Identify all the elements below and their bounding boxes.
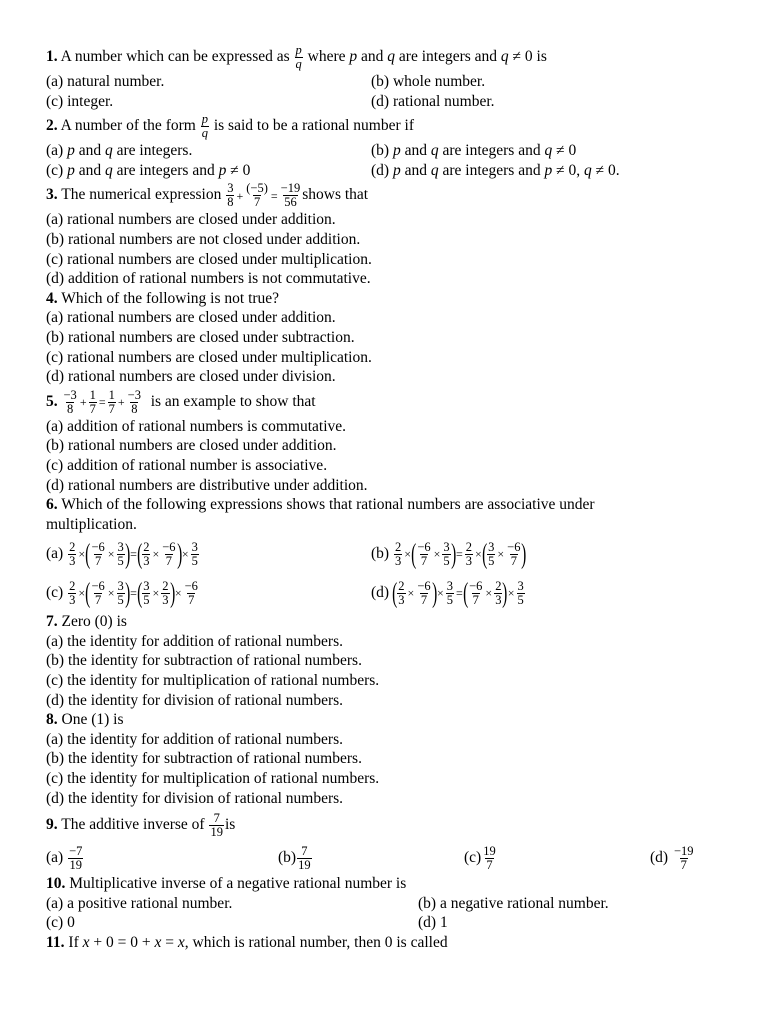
option-a: (a) addition of rational numbers is commutative. (46, 417, 347, 435)
question-text: Which of the following expressions shows that rational numbers are associative under (61, 496, 595, 514)
question-text-continued: multiplication. (46, 515, 137, 533)
question-text: A number which can be expressed as (60, 48, 290, 65)
option-b: (b) the identity for subtraction of rational numbers. (46, 652, 362, 670)
option-b: (b) rational numbers are closed under addition. (46, 437, 337, 455)
options-row (46, 913, 726, 933)
question-text: The additive inverse of (61, 816, 205, 834)
option-a: (a) natural number. (46, 73, 165, 90)
question-text: The numerical expression (61, 186, 222, 204)
fraction: $\frac{7}{19}$ (210, 811, 223, 840)
option-d: (d) the identity for division of rational numbers. (46, 691, 344, 709)
option-a: (a) the identity for addition of rational numbers. (46, 632, 343, 650)
option-c: (c) rational numbers are closed under multiplication. (46, 348, 372, 366)
option-d: (d) the identity for division of rational numbers. (46, 789, 344, 807)
question-1: 1. A number which can be expressed as $\frac{p}{q}$ where p and q are integers and q ≠ 0 is (46, 42, 547, 71)
question-5: 5. $\frac{-3}{8}$ + $\frac{1}{7}$ = $\frac{1}{7}$ + $\frac{-3}{8}$ is an example to show that (46, 387, 316, 416)
question-text: One (1) is (61, 711, 124, 729)
option-b: (b) p and q are integers and q ≠ 0 (371, 142, 577, 160)
math-expression: $\frac{-3}{8}$ + $\frac{1}{7}$ = $\frac{1}{7}$ + $\frac{-3}{8}$ (63, 387, 141, 416)
option-b: (b) $\frac{7}{19}$ (278, 844, 311, 873)
options-row (46, 72, 726, 92)
question-number: 2. (46, 117, 58, 135)
option-a: (a) a positive rational number. (46, 894, 233, 912)
option-a: (a) $\frac{-7}{19}$ (46, 844, 83, 873)
question-number: 8. (46, 711, 58, 729)
question-10 (46, 874, 726, 894)
option-a: (a) rational numbers are closed under addition. (46, 309, 336, 327)
option-c: (c) the identity for multiplication of rational numbers. (46, 672, 380, 690)
option-d: (d) p and q are integers and p ≠ 0, q ≠ 0. (371, 161, 620, 179)
options-row (46, 161, 726, 181)
fraction: $\frac{p}{q}$ (201, 112, 208, 141)
question-9: 9. The additive inverse of $\frac{7}{19}$ is (46, 811, 236, 840)
question-11 (46, 933, 726, 953)
option-c: (c) 0 (46, 914, 75, 932)
options-row (46, 534, 726, 573)
question-number: 10. (46, 875, 66, 893)
option-b: (b) rational numbers are not closed under addition. (46, 230, 361, 248)
question-6 (46, 495, 726, 515)
option-a: (a) p and q are integers. (46, 142, 193, 160)
option-d: (d) rational number. (371, 92, 495, 110)
question-number: 5. (46, 392, 58, 410)
fraction: $\frac{p}{q}$ (295, 42, 302, 71)
option-c: (c) $\frac{2}{3}$ × ( $\frac{-6}{7}$ × $\frac{3}{5}$ ) = ( $\frac{3}{5}$ × $\frac{2}{3}$ ) × $\frac{-6}{7}$ (46, 577, 198, 609)
option-d: (d) 1 (418, 914, 448, 932)
option-d: (d) rational numbers are distributive under addition. (46, 476, 368, 494)
options-row (46, 573, 726, 612)
option-c: (c) p and q are integers and p ≠ 0 (46, 161, 251, 179)
options-row (46, 92, 726, 112)
option-b: (b) whole number. (371, 73, 486, 90)
option-c: (c) integer. (46, 92, 114, 110)
option-b: (b) $\frac{2}{3}$ × ( $\frac{-6}{7}$ × $\frac{3}{5}$ ) = $\frac{2}{3}$ × ( $\frac{3}{5}$ × $\frac{-6}{7}$ ) (371, 538, 527, 570)
question-4 (46, 289, 726, 309)
option-b: (b) the identity for subtraction of rational numbers. (46, 750, 362, 768)
question-text: A number of the form (60, 117, 196, 135)
option-b: (b) rational numbers are closed under subtraction. (46, 328, 355, 346)
question-number: 11. (46, 934, 65, 951)
question-number: 1. (46, 48, 58, 65)
question-2: 2. A number of the form $\frac{p}{q}$ is said to be a rational number if (46, 112, 414, 141)
options-row (46, 141, 726, 161)
option-d: (d) ( $\frac{2}{3}$ × $\frac{-6}{7}$ ) × $\frac{3}{5}$ = ( $\frac{-6}{7}$ × $\frac{2}{3}$ ) × $\frac{3}{5}$ (371, 577, 524, 609)
option-a: (a) the identity for addition of rational numbers. (46, 730, 343, 748)
question-3: 3. The numerical expression $\frac{3}{8}$ + $\frac{(-5)}{7}$ = $\frac{-19}{56}$ shows that (46, 181, 369, 210)
question-number: 6. (46, 496, 58, 514)
math-expression: $\frac{3}{8}$ + $\frac{(-5)}{7}$ = $\frac{-19}{56}$ (227, 181, 301, 210)
option-d: (d) addition of rational numbers is not commutative. (46, 270, 371, 288)
question-8 (46, 710, 726, 730)
options-row (46, 842, 726, 874)
question-7 (46, 612, 726, 632)
question-number: 7. (46, 613, 58, 631)
option-d: (d) $\frac{-19}{7}$ (650, 844, 694, 873)
option-c: (c) rational numbers are closed under multiplication. (46, 250, 372, 268)
question-text: Multiplicative inverse of a negative rational number is (69, 875, 407, 893)
question-number: 9. (46, 816, 58, 834)
question-number: 4. (46, 289, 58, 307)
question-text: Which of the following is not true? (61, 289, 280, 307)
option-c: (c) addition of rational number is associative. (46, 456, 328, 474)
option-b: (b) a negative rational number. (418, 894, 609, 912)
options-row (46, 894, 726, 914)
option-d: (d) rational numbers are closed under division. (46, 368, 336, 386)
question-text: If x + 0 = 0 + x = x, which is rational number, then 0 is called (68, 934, 448, 951)
option-c: (c) $\frac{19}{7}$ (464, 844, 496, 873)
option-c: (c) the identity for multiplication of rational numbers. (46, 770, 380, 788)
question-text: Zero (0) is (61, 613, 127, 631)
option-a: (a) $\frac{2}{3}$ × ( $\frac{-6}{7}$ × $\frac{3}{5}$ ) = ( $\frac{2}{3}$ × $\frac{-6}{7}$ ) × $\frac{3}{5}$ (46, 538, 198, 570)
option-a: (a) rational numbers are closed under addition. (46, 211, 336, 229)
question-number: 3. (46, 186, 58, 204)
worksheet (46, 42, 726, 953)
